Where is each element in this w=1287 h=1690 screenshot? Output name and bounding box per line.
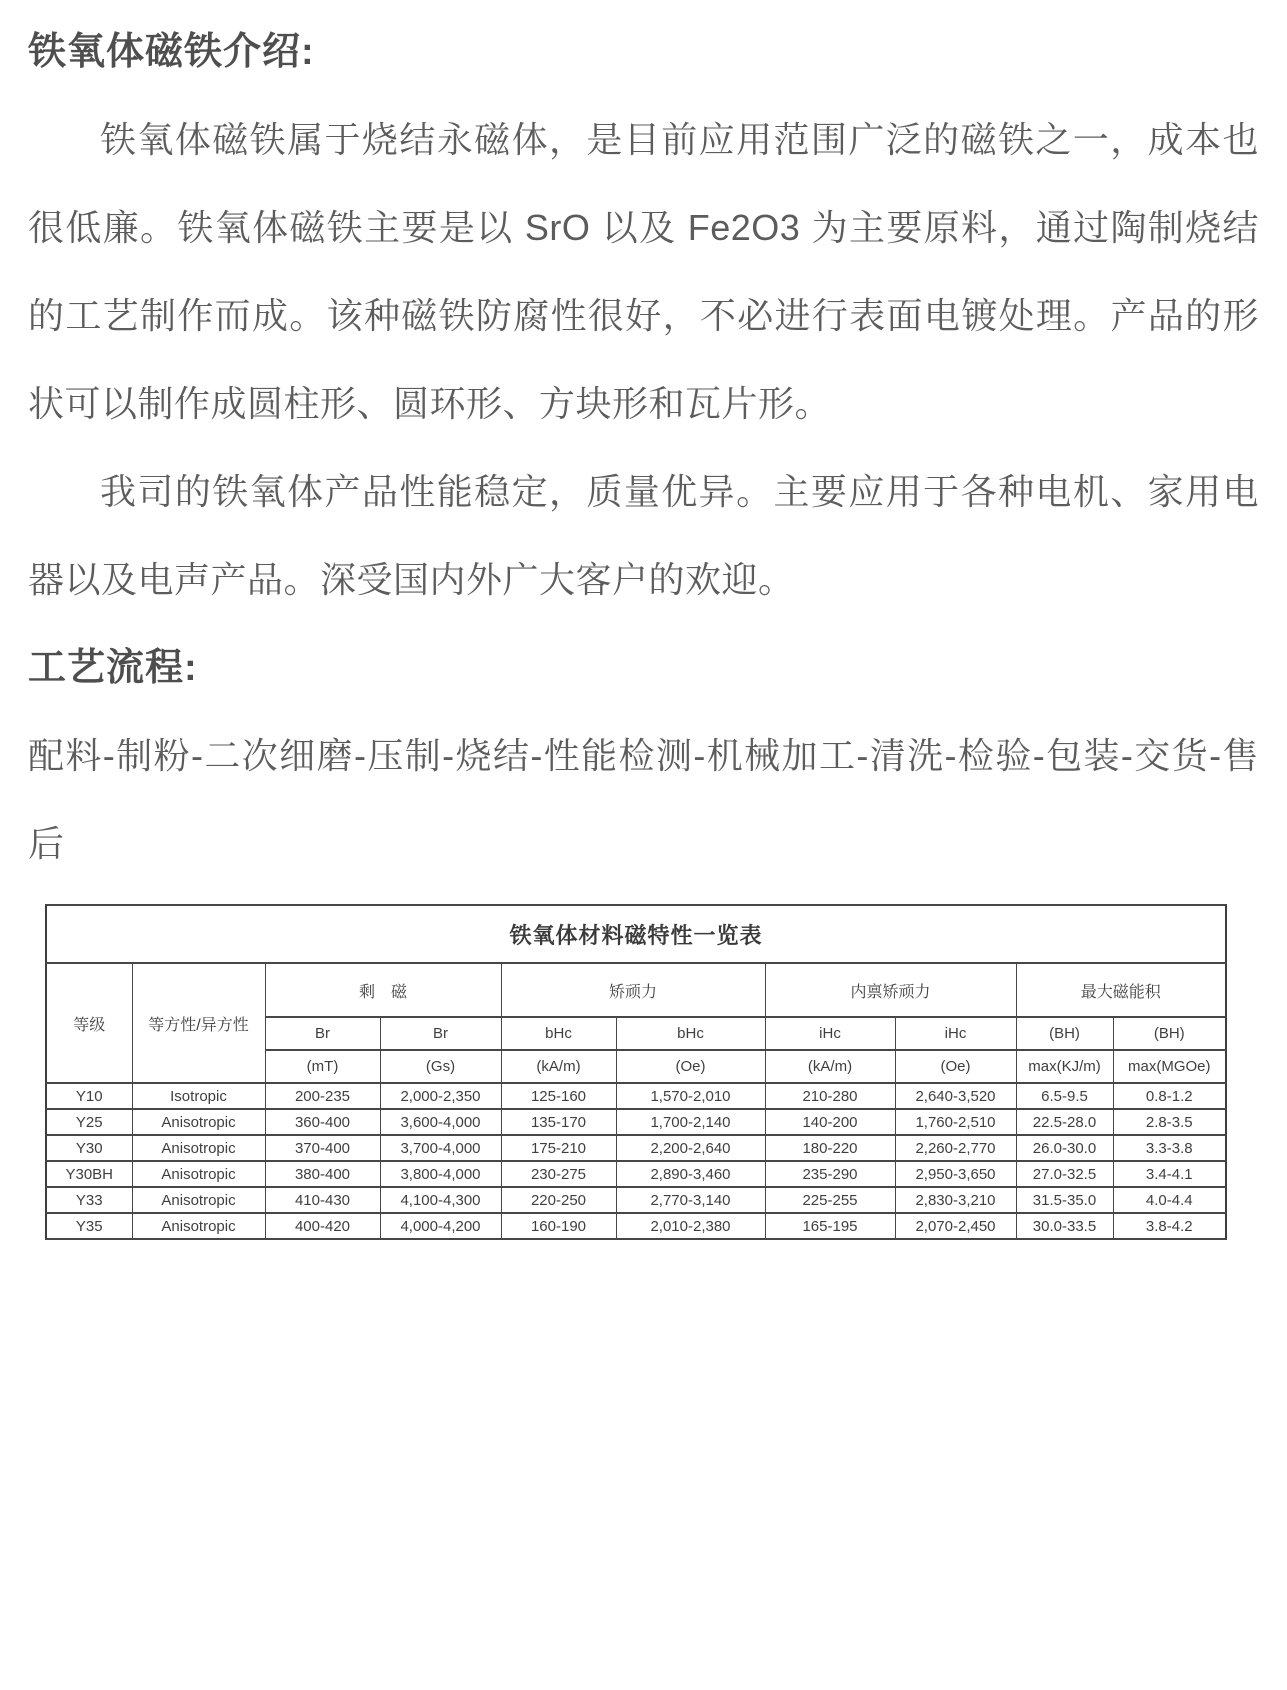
table-cell: Anisotropic (132, 1187, 265, 1213)
table-cell: 3,800-4,000 (380, 1161, 501, 1187)
intro-heading: 铁氧体磁铁介绍: (28, 31, 315, 73)
table-row (46, 1161, 1226, 1187)
magnetic-properties-table (45, 904, 1227, 1240)
unit-header: (Oe) (895, 1050, 1016, 1083)
table-cell: Anisotropic (132, 1135, 265, 1161)
group-header-intrinsic-coercivity: 内禀矫顽力 (765, 963, 1016, 1017)
table-row (46, 1135, 1226, 1161)
table-cell: 2,770-3,140 (616, 1187, 765, 1213)
table-cell: 4.0-4.4 (1113, 1187, 1226, 1213)
table-cell: 30.0-33.5 (1016, 1213, 1113, 1239)
group-header-remanence: 剩 磁 (265, 963, 501, 1017)
table-cell: 3.3-3.8 (1113, 1135, 1226, 1161)
table-cell: 4,000-4,200 (380, 1213, 501, 1239)
table-cell: Y25 (46, 1109, 132, 1135)
table-cell: 175-210 (501, 1135, 616, 1161)
table-cell: 220-250 (501, 1187, 616, 1213)
table-cell: 22.5-28.0 (1016, 1109, 1113, 1135)
table-cell: Y35 (46, 1213, 132, 1239)
group-header-max-energy-product: 最大磁能积 (1016, 963, 1226, 1017)
table-cell: 2,260-2,770 (895, 1135, 1016, 1161)
table-cell: 2,070-2,450 (895, 1213, 1016, 1239)
unit-header: (kA/m) (765, 1050, 895, 1083)
sub-header: iHc (895, 1017, 1016, 1050)
unit-header: (Oe) (616, 1050, 765, 1083)
table-cell: 1,700-2,140 (616, 1109, 765, 1135)
table-cell: 210-280 (765, 1083, 895, 1109)
table-row (46, 1083, 1226, 1109)
process-heading: 工艺流程: (28, 647, 198, 689)
sub-header: Br (265, 1017, 380, 1050)
table-cell: 2,640-3,520 (895, 1083, 1016, 1109)
table-row (46, 1109, 1226, 1135)
unit-header: max(MGOe) (1113, 1050, 1226, 1083)
table-cell: 1,570-2,010 (616, 1083, 765, 1109)
table-cell: Y33 (46, 1187, 132, 1213)
unit-header: max(KJ/m) (1016, 1050, 1113, 1083)
table-cell: 410-430 (265, 1187, 380, 1213)
table-cell: 360-400 (265, 1109, 380, 1135)
table-cell: 2,830-3,210 (895, 1187, 1016, 1213)
table-cell: 1,760-2,510 (895, 1109, 1016, 1135)
table-cell: 2,890-3,460 (616, 1161, 765, 1187)
table-cell: 370-400 (265, 1135, 380, 1161)
unit-header: (Gs) (380, 1050, 501, 1083)
table-cell: 3.4-4.1 (1113, 1161, 1226, 1187)
table-cell: 31.5-35.0 (1016, 1187, 1113, 1213)
table-cell: Anisotropic (132, 1109, 265, 1135)
table-cell: Y30BH (46, 1161, 132, 1187)
unit-header: (mT) (265, 1050, 380, 1083)
table-cell: 125-160 (501, 1083, 616, 1109)
table-row (46, 1213, 1226, 1239)
sub-header: bHc (616, 1017, 765, 1050)
table-cell: Anisotropic (132, 1213, 265, 1239)
table-cell: 2,010-2,380 (616, 1213, 765, 1239)
intro-paragraph-2: 我司的铁氧体产品性能稳定，质量优异。主要应用于各种电机、家用电器以及电声产品。深受国内外广大客户的欢迎。 (28, 471, 1259, 600)
grade-column-header: 等级 (46, 963, 132, 1083)
table-cell: Y10 (46, 1083, 132, 1109)
table-row (46, 1187, 1226, 1213)
table-cell: 6.5-9.5 (1016, 1083, 1113, 1109)
sub-header: Br (380, 1017, 501, 1050)
table-cell: 200-235 (265, 1083, 380, 1109)
table-cell: 135-170 (501, 1109, 616, 1135)
intro-paragraph-1: 铁氧体磁铁属于烧结永磁体，是目前应用范围广泛的磁铁之一，成本也很低廉。铁氧体磁铁主要是以 SrO 以及 Fe2O3 为主要原料，通过陶制烧结的工艺制作而成。该种磁铁防腐性很好，不必进行表面电镀处理。产品的形状可以制作成圆柱形、圆环形、方块形和瓦片形。 (28, 119, 1259, 424)
sub-header: (BH) (1113, 1017, 1226, 1050)
table-cell: 160-190 (501, 1213, 616, 1239)
table-title-row (46, 905, 1226, 963)
table-group-header-row (46, 963, 1226, 1017)
table-cell: 2,950-3,650 (895, 1161, 1016, 1187)
table-cell: 3,700-4,000 (380, 1135, 501, 1161)
table-cell: 2.8-3.5 (1113, 1109, 1226, 1135)
table-cell: 0.8-1.2 (1113, 1083, 1226, 1109)
table-cell: Y30 (46, 1135, 132, 1161)
table-cell: 400-420 (265, 1213, 380, 1239)
sub-header: (BH) (1016, 1017, 1113, 1050)
table-cell: 235-290 (765, 1161, 895, 1187)
table-cell: 225-255 (765, 1187, 895, 1213)
table-title: 铁氧体材料磁特性一览表 (46, 905, 1226, 963)
table-cell: 380-400 (265, 1161, 380, 1187)
table-cell: Anisotropic (132, 1161, 265, 1187)
table-cell: 140-200 (765, 1109, 895, 1135)
process-flow-text: 配料-制粉-二次细磨-压制-烧结-性能检测-机械加工-清洗-检验-包装-交货-售后 (28, 735, 1259, 864)
isotropy-column-header: 等方性/异方性 (132, 963, 265, 1083)
table-cell: 4,100-4,300 (380, 1187, 501, 1213)
unit-header: (kA/m) (501, 1050, 616, 1083)
table-cell: 180-220 (765, 1135, 895, 1161)
group-header-coercivity: 矫顽力 (501, 963, 765, 1017)
table-cell: 27.0-32.5 (1016, 1161, 1113, 1187)
table-cell: 165-195 (765, 1213, 895, 1239)
table-cell: 230-275 (501, 1161, 616, 1187)
sub-header: bHc (501, 1017, 616, 1050)
table-cell: 2,000-2,350 (380, 1083, 501, 1109)
table-cell: 3,600-4,000 (380, 1109, 501, 1135)
table-cell: 2,200-2,640 (616, 1135, 765, 1161)
sub-header: iHc (765, 1017, 895, 1050)
table-cell: Isotropic (132, 1083, 265, 1109)
table-cell: 26.0-30.0 (1016, 1135, 1113, 1161)
table-cell: 3.8-4.2 (1113, 1213, 1226, 1239)
